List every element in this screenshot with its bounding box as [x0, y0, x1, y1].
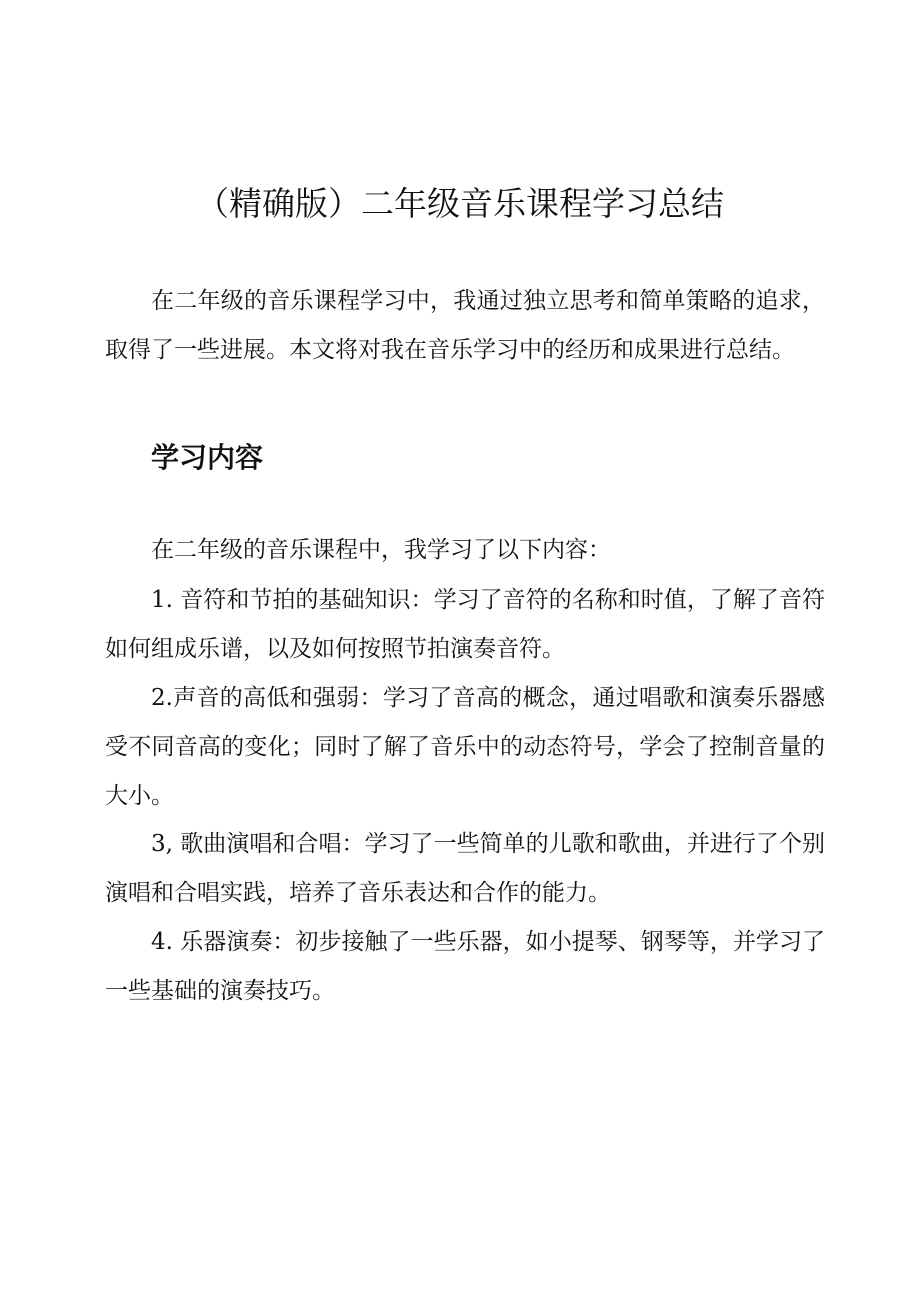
list-item: 1. 音符和节拍的基础知识：学习了音符的名称和时值，了解了音符如何组成乐谱，以及如何按照节拍演奏音符。	[105, 587, 825, 662]
section-lead-paragraph: 在二年级的音乐课程中，我学习了以下内容：	[151, 537, 611, 563]
intro-paragraph: 在二年级的音乐课程学习中，我通过独立思考和简单策略的追求，取得了一些进展。本文将对我在音乐学习中的经历和成果进行总结。	[105, 288, 825, 363]
list-item: 4. 乐器演奏：初步接触了一些乐器，如小提琴、钢琴等，并学习了一些基础的演奏技巧。	[105, 929, 825, 1004]
list-item: 3, 歌曲演唱和合唱：学习了一些简单的儿歌和歌曲，并进行了个别演唱和合唱实践，培养了音乐表达和合作的能力。	[105, 831, 825, 906]
list-item: 2.声音的高低和强弱：学习了音高的概念，通过唱歌和演奏乐器感受不同音高的变化；同时了解了音乐中的动态符号，学会了控制音量的大小。	[105, 685, 825, 809]
section-heading: 学习内容	[151, 441, 264, 474]
document-title: （精确版）二年级音乐课程学习总结	[196, 184, 724, 223]
